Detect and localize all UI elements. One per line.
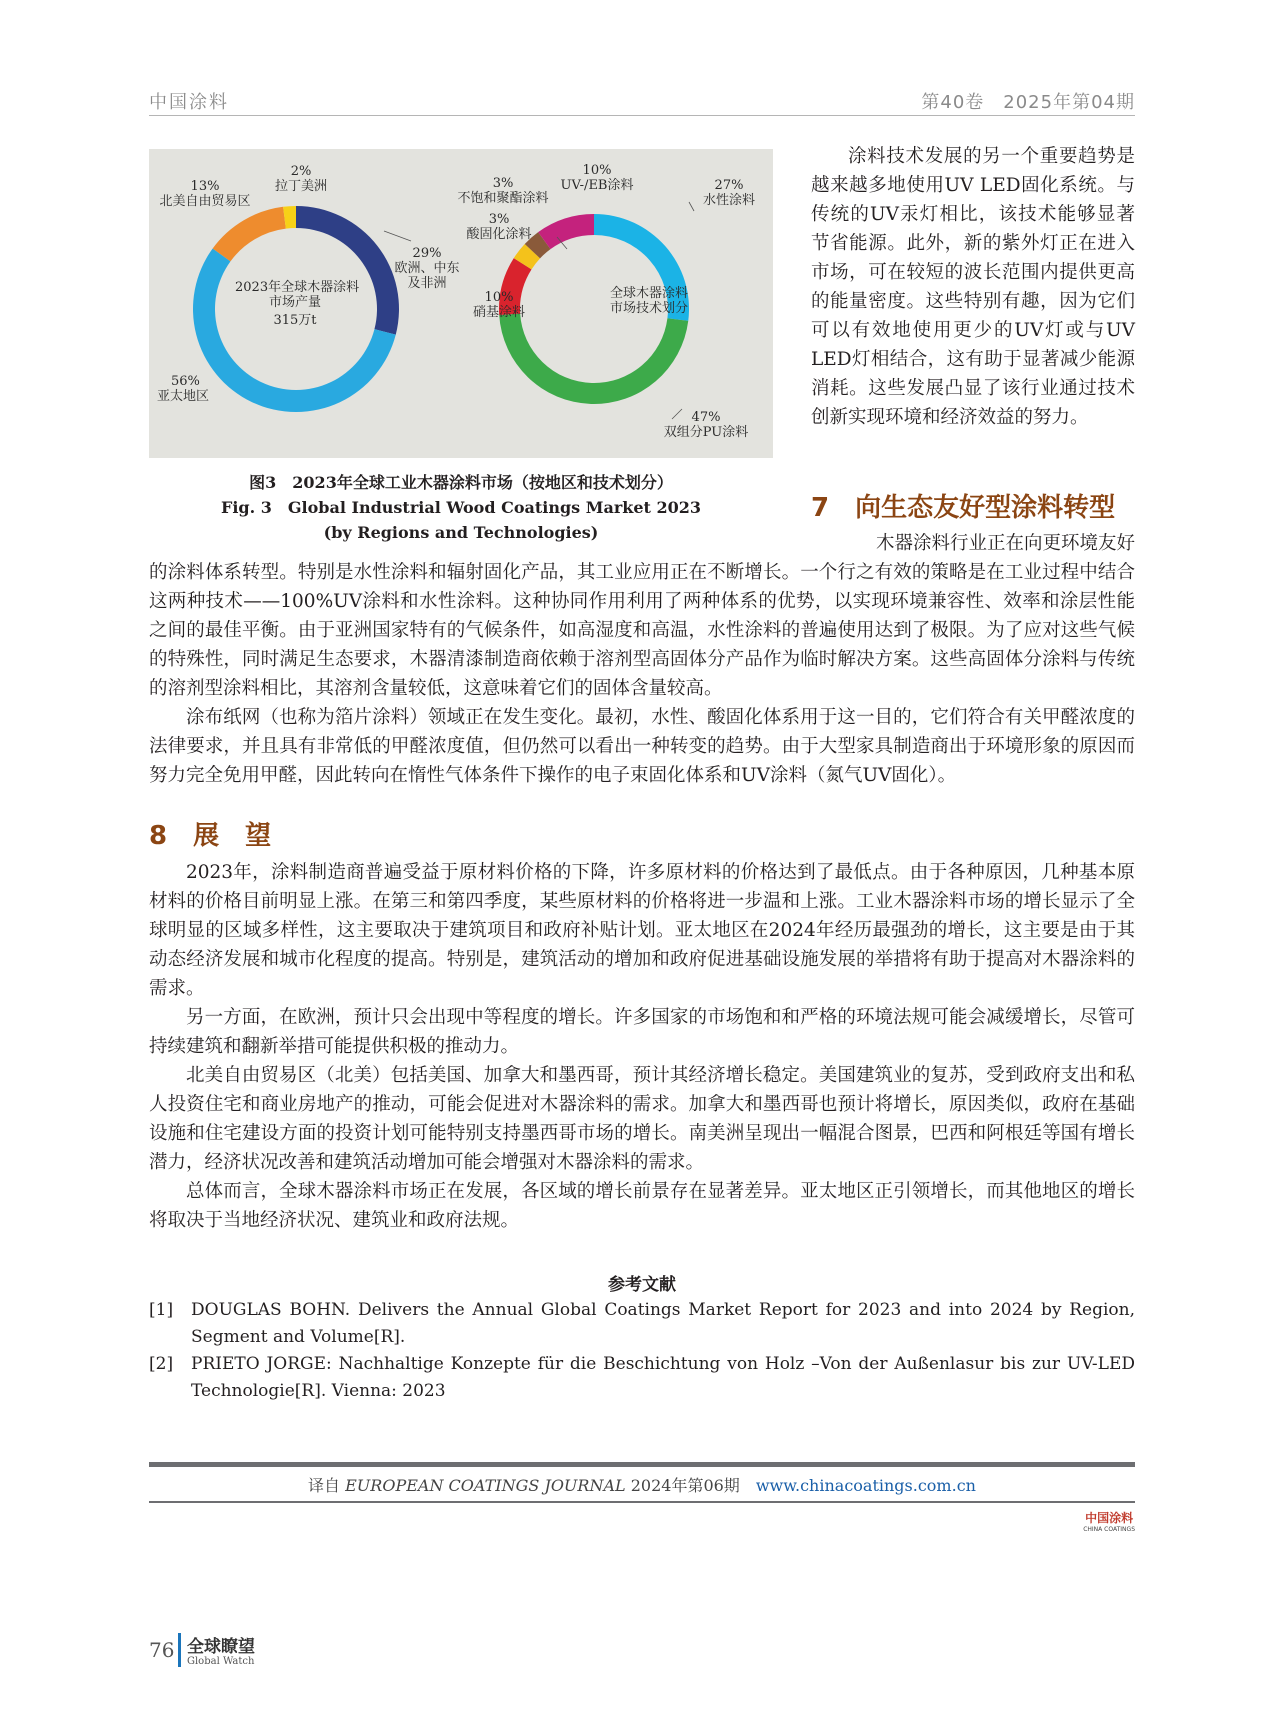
issue-info: 第40卷 2025年第04期 — [921, 92, 1135, 113]
label-acid-name: 酸固化涂料 — [466, 227, 532, 242]
section-8-p4: 总体而言，全球木器涂料市场正在发展，各区域的增长前景存在显著差异。亚太地区正引领增长，而其他地区的增长将取决于当地经济状况、建筑业和政府法规。 — [149, 1181, 1135, 1231]
figure-caption-cn: 图3 2023年全球工业木器涂料市场（按地区和技术划分） — [249, 473, 673, 492]
label-uv-pct: 10% — [582, 163, 612, 178]
label-nafta-pct: 13% — [190, 179, 220, 194]
website-link[interactable]: www.chinacoatings.com.cn — [755, 1476, 976, 1495]
label-latam-pct: 2% — [290, 164, 312, 179]
section-7-start: 木器涂料行业正在向更环境友好 — [875, 533, 1135, 554]
right-center-line1: 全球木器涂料 — [609, 286, 688, 301]
section-8-p1: 2023年，涂料制造商普遍受益于原材料价格的下降，许多原材料的价格达到了最低点。由于各种原因，几种基本原材料的价格目前明显上涨。在第三和第四季度，某些原材料的价格将进一步温和上涨。工业木器涂料市场的增长显示了全球明显的区域多样性，这主要取决于建筑项目和政府补贴计划。亚太地区在2024年经历最强劲的增长，这主要是由于其动态经济发展和城市化程度的提高。特别是，建筑活动的增加和政府促进基础设施发展的举措将有助于提高对木器涂料的需求。 — [149, 862, 1135, 999]
section-8-title: 8 展 望 — [149, 821, 272, 851]
section-8-p3: 北美自由贸易区（北美）包括美国、加拿大和墨西哥，预计其经济增长稳定。美国建筑业的复苏，受到政府支出和私人投资住宅和商业房地产的推动，可能会促进对木器涂料的需求。加拿大和墨西哥也预计将增长，原因类似，政府在基础设施和住宅建设方面的投资计划可能特别支持墨西哥市场的增长。南美洲呈现出一幅混合图景，巴西和阿根廷等国有增长潜力，经济状况改善和建筑活动增加可能会增强对木器涂料的需求。 — [149, 1065, 1135, 1173]
label-emea-pct: 29% — [412, 246, 442, 261]
left-center-line2: 市场产量 — [268, 295, 321, 310]
label-water-name: 水性涂料 — [702, 193, 755, 208]
label-apac-pct: 56% — [171, 374, 200, 389]
label-apac-name: 亚太地区 — [157, 389, 210, 404]
left-center-line3: 315万t — [273, 313, 317, 328]
figure-3 — [149, 149, 773, 458]
reference-num: [1] — [149, 1300, 174, 1320]
footer-bar — [178, 1633, 181, 1667]
reference-1 — [149, 1297, 1135, 1351]
donut-slice-2k-pu — [499, 314, 688, 404]
donut-slice-apac — [193, 248, 396, 412]
section-7-title: 7 向生态友好型涂料转型 — [811, 493, 1116, 523]
section-8-body — [149, 858, 1135, 1235]
label-emea-name: 欧洲、中东 — [394, 261, 460, 276]
label-nc-name: 硝基涂料 — [472, 305, 525, 320]
figure-caption-en: Fig. 3 Global Industrial Wood Coatings Market 2023 — [220, 498, 702, 517]
reference-2 — [149, 1351, 1135, 1405]
label-nafta-name: 北美自由贸易区 — [159, 194, 251, 209]
reference-text: PRIETO JORGE: Nachhaltige Konzepte für die Beschichtung von Holz –Von der Außenlasur bis zur UV-LED Technologie[R]. Vienna: 2023 — [191, 1354, 1135, 1401]
footer-section-en: Global Watch — [187, 1656, 255, 1667]
page-number: 76 — [149, 1638, 175, 1662]
section-7-p2: 涂布纸网（也称为箔片涂料）领域正在发生变化。最初，水性、酸固化体系用于这一目的，它们符合有关甲醛浓度的法律要求，并且具有非常低的甲醛浓度值，但仍然可以看出一种转变的趋势。由于大型家具制造商出于环境形象的原因而努力完全免用甲醛，因此转向在惰性气体条件下操作的电子束固化体系和UV涂料（氮气UV固化）。 — [149, 707, 1135, 786]
uv-led-paragraph: 涂料技术发展的另一个重要趋势是越来越多地使用UV LED固化系统。与传统的UV汞灯相比，该技术能够显著节省能源。此外，新的紫外灯正在进入市场，可在较短的波长范围内提供更高的能量密度。这些特别有趣，因为它们可以有效地使用更少的UV灯或与UV LED灯相结合，这有助于显著减少能源消耗。这些发展凸显了该行业通过技术创新实现环境和经济效益的努力。 — [811, 146, 1135, 428]
header-rule — [149, 115, 1135, 116]
donut-slice-nafta — [213, 207, 286, 262]
source-journal: EUROPEAN COATINGS JOURNAL — [345, 1476, 626, 1495]
references-title: 参考文献 — [608, 1275, 676, 1295]
label-acid-pct: 3% — [488, 212, 510, 227]
reference-num: [2] — [149, 1354, 174, 1374]
source-rule-bottom — [149, 1501, 1135, 1503]
label-emea-name2: 及非洲 — [407, 276, 447, 291]
label-latam-name: 拉丁美洲 — [274, 179, 327, 194]
footer-section-cn: 全球瞭望 — [187, 1637, 255, 1657]
label-up-name: 不饱和聚酯涂料 — [457, 191, 549, 206]
label-pu-pct: 47% — [691, 410, 721, 425]
label-uv-name: UV-/EB涂料 — [560, 178, 634, 193]
leader-line — [384, 231, 411, 241]
right-center-line2: 市场技术划分 — [609, 301, 688, 316]
label-pu-name: 双组分PU涂料 — [663, 425, 749, 440]
section-7-p1: 的涂料体系转型。特别是水性涂料和辐射固化产品，其工业应用正在不断增长。一个行之有效的策略是在工业过程中结合这两种技术——100%UV涂料和水性涂料。这种协同作用利用了两种体系的优势，以实现环境兼容性、效率和涂层性能之间的最佳平衡。由于亚洲国家特有的气候条件，如高湿度和高温，水性涂料的普遍使用达到了极限。为了应对这些气候的特殊性，同时满足生态要求，木器清漆制造商依赖于溶剂型高固体分产品作为临时解决方案。这些高固体分涂料与传统的溶剂型涂料相比，其溶剂含量较低，这意味着它们的固体含量较高。 — [149, 562, 1135, 699]
figure-caption-en2: (by Regions and Technologies) — [323, 523, 599, 542]
section-8-p2: 另一方面，在欧洲，预计只会出现中等程度的增长。许多国家的市场饱和和严格的环境法规可能会减缓增长，尽管可持续建筑和翻新举措可能提供积极的推动力。 — [149, 1007, 1135, 1057]
label-nc-pct: 10% — [484, 290, 514, 305]
source-rule-top — [149, 1462, 1135, 1467]
reference-text: DOUGLAS BOHN. Delivers the Annual Global Coatings Market Report for 2023 and into 2024 by Region, Segment and Volume[R]. — [191, 1300, 1135, 1347]
label-up-pct: 3% — [492, 176, 514, 191]
label-water-pct: 27% — [714, 178, 744, 193]
source-line: 译自 EUROPEAN COATINGS JOURNAL 2024年第06期 www.chinacoatings.com.cn — [308, 1476, 976, 1495]
right-column-text — [811, 142, 1135, 432]
left-center-line1: 2023年全球木器涂料 — [235, 280, 360, 295]
journal-name: 中国涂料 — [149, 92, 229, 113]
china-coatings-logo: 中国涂料 CHINA COATINGS — [1083, 1511, 1135, 1533]
section-7-body — [149, 558, 1135, 790]
